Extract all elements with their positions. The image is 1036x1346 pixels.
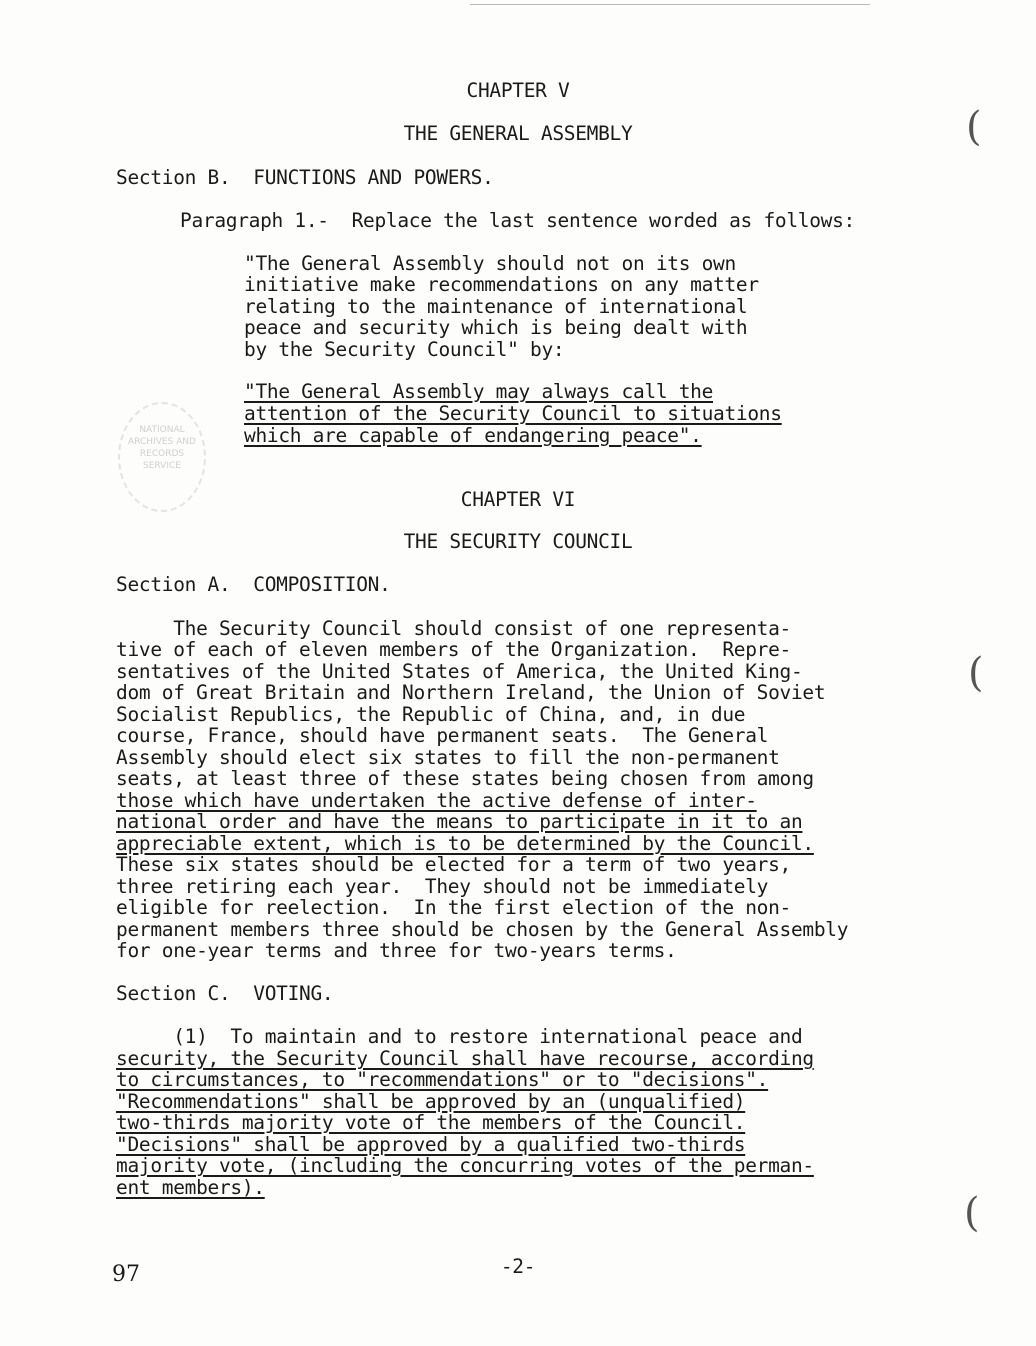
paper-clip-mark-icon: ( (968, 650, 984, 696)
voting-line: security, the Security Council shall have recourse, according (116, 1047, 814, 1070)
section-b-heading: Section B. FUNCTIONS AND POWERS. (116, 166, 494, 189)
archive-stamp: NATIONAL ARCHIVES AND RECORDS SERVICE (118, 402, 206, 512)
composition-line: Assembly should elect six states to fill the non-permanent (116, 746, 780, 769)
composition-line: Socialist Republics, the Republic of China, and, in due (116, 703, 746, 726)
paragraph-1-instruction: Paragraph 1.- Replace the last sentence worded as follows: (180, 209, 855, 232)
paper-clip-mark-icon: ( (964, 1190, 980, 1236)
composition-line: dom of Great Britain and Northern Ireland, the Union of Soviet (116, 681, 826, 704)
quote-replacement-line: attention of the Security Council to situations (244, 402, 782, 425)
quote-original-line: by the Security Council" by: (244, 338, 565, 361)
quote-replacement-line: which are capable of endangering peace". (244, 424, 702, 447)
chapter-v-title: THE GENERAL ASSEMBLY (403, 122, 633, 145)
section-c-heading: Section C. VOTING. (116, 982, 334, 1005)
composition-line: sentatives of the United States of America, the United King- (116, 660, 803, 683)
section-a-heading: Section A. COMPOSITION. (116, 573, 391, 596)
chapter-v-heading: CHAPTER V (466, 79, 570, 102)
quote-original-line: relating to the maintenance of international (244, 295, 748, 318)
voting-line: two-thirds majority vote of the members of the Council. (116, 1111, 746, 1134)
voting-line: "Decisions" shall be approved by a qualified two-thirds (116, 1133, 746, 1156)
composition-line: These six states should be elected for a term of two years, (116, 853, 791, 876)
composition-line: eligible for reelection. In the first election of the non- (116, 896, 791, 919)
quote-original-line: "The General Assembly should not on its own (244, 252, 736, 275)
composition-line: those which have undertaken the active defense of inter- (116, 789, 757, 812)
quote-original-line: peace and security which is being dealt with (244, 316, 748, 339)
composition-line: three retiring each year. They should not be immediately (116, 875, 769, 898)
composition-line: The Security Council should consist of one representa- (116, 617, 791, 640)
voting-line: ent members). (116, 1176, 265, 1199)
chapter-vi-heading: CHAPTER VI (460, 488, 576, 511)
composition-line: appreciable extent, which is to be determined by the Council. (116, 832, 814, 855)
composition-line: seats, at least three of these states being chosen from among (116, 767, 814, 790)
archive-number: 97 (112, 1262, 140, 1287)
page-marker: -2- (500, 1255, 536, 1278)
voting-line: majority vote, (including the concurring votes of the perman- (116, 1154, 814, 1177)
voting-line: "Recommendations" shall be approved by an (unqualified) (116, 1090, 746, 1113)
voting-line: to circumstances, to "recommendations" or to "decisions". (116, 1068, 769, 1091)
paper-clip-mark-icon: ( (966, 104, 982, 150)
composition-line: permanent members three should be chosen by the General Assembly (116, 918, 849, 941)
quote-replacement-line: "The General Assembly may always call the (244, 380, 714, 403)
composition-line: course, France, should have permanent seats. The General (116, 724, 769, 747)
composition-line: for one-year terms and three for two-years terms. (116, 939, 677, 962)
voting-line: (1) To maintain and to restore international peace and (116, 1025, 803, 1048)
top-edge-line (470, 4, 870, 5)
quote-original-line: initiative make recommendations on any matter (244, 273, 759, 296)
chapter-vi-title: THE SECURITY COUNCIL (403, 530, 633, 553)
composition-line: tive of each of eleven members of the Organization. Repre- (116, 638, 791, 661)
composition-line: national order and have the means to participate in it to an (116, 810, 803, 833)
